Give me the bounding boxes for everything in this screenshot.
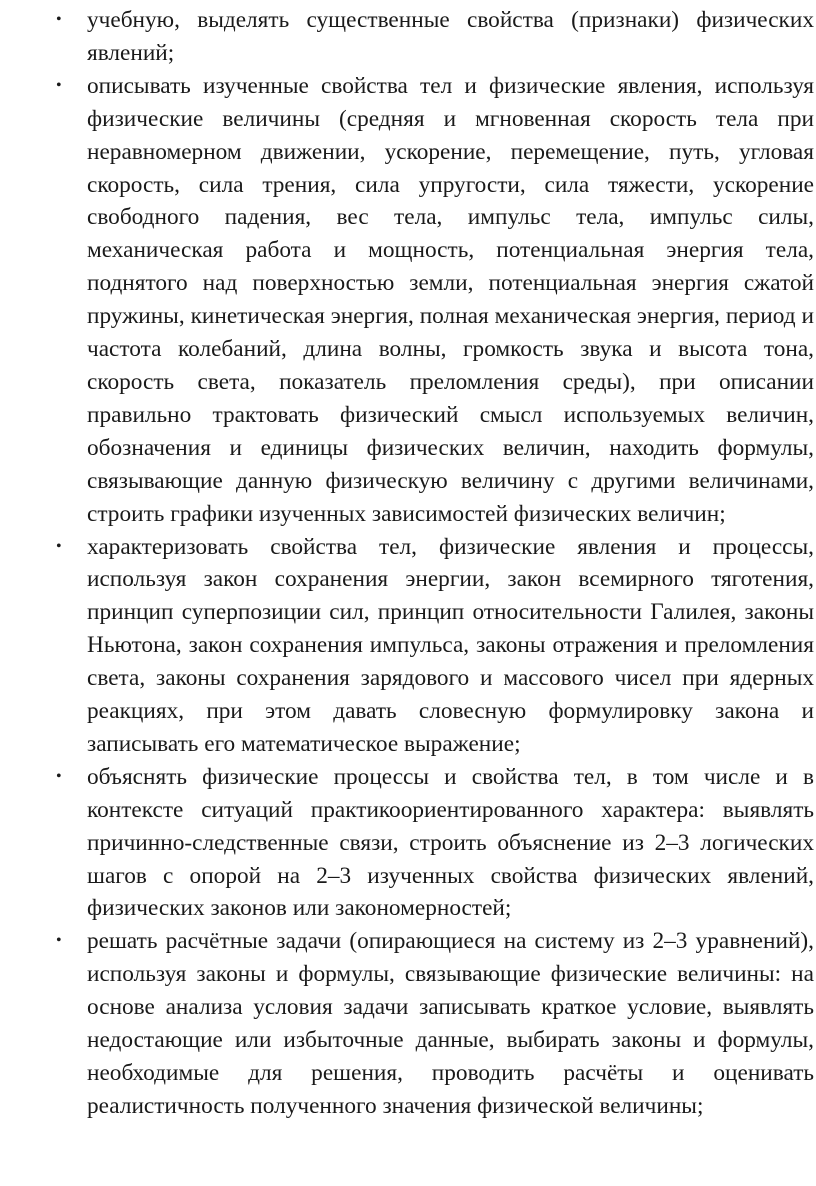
list-item-text: решать расчётные задачи (опирающиеся на систему из 2–3 уравнений), используя законы и формулы, связывающие физические величины: на основе анализа условия задачи записывать краткое условие, выявлять недостающие или избыточные данные, выбирать законы и формулы, необходимые для решения, проводить расчёты и оценивать реалистичность полученного значения физической величины; — [87, 928, 814, 1119]
list-item-text: описывать изученные свойства тел и физические явления, используя физические величины (средняя и мгновенная скорость тела при неравномерном движении, ускорение, перемещение, путь, угловая скорость, сила трения, сила упругости, сила тяжести, ускорение свободного падения, вес тела, импульс тела, импульс силы, механическая работа и мощность, потенциальная энергия тела, поднятого над поверхностью земли, потенциальная энергия сжатой пружины, кинетическая энергия, полная механическая энергия, период и частота колебаний, длина волны, громкость звука и высота тона, скорость света, показатель преломления среды), при описании правильно трактовать физический смысл используемых величин, обозначения и единицы физических величин, находить формулы, связывающие данную физическую величину с другими величинами, строить графики изученных зависимостей физических величин; — [87, 72, 814, 527]
bullet-list — [0, 4, 816, 1123]
bullet-icon: • — [56, 76, 62, 94]
bullet-icon: • — [56, 767, 62, 785]
bullet-icon: • — [56, 932, 62, 950]
list-item — [0, 70, 816, 531]
bullet-icon: • — [56, 537, 62, 555]
list-item-text: характеризовать свойства тел, физические явления и процессы, используя закон сохранения энергии, закон всемирного тяготения, принцип суперпозиции сил, принцип относительности Галилея, законы Ньютона, закон сохранения импульса, законы отражения и преломления света, законы сохранения зарядового и массового чисел при ядерных реакциях, при этом давать словесную формулировку закона и записывать его математическое выражение; — [87, 533, 814, 757]
list-item — [0, 761, 816, 926]
bullet-icon: • — [56, 11, 62, 28]
list-item — [0, 4, 816, 70]
list-item-text: учебную, выделять существенные свойства (признаки) физических явлений; — [87, 7, 814, 66]
list-item-text: объяснять физические процессы и свойства тел, в том числе и в контексте ситуаций практикоориентированного характера: выявлять причинно-следственные связи, строить объяснение из 2–3 логических шагов с опорой на 2–3 изученных свойства физических явлений, физических законов или закономерностей; — [87, 763, 814, 922]
list-item — [0, 925, 816, 1122]
list-item — [0, 531, 816, 761]
